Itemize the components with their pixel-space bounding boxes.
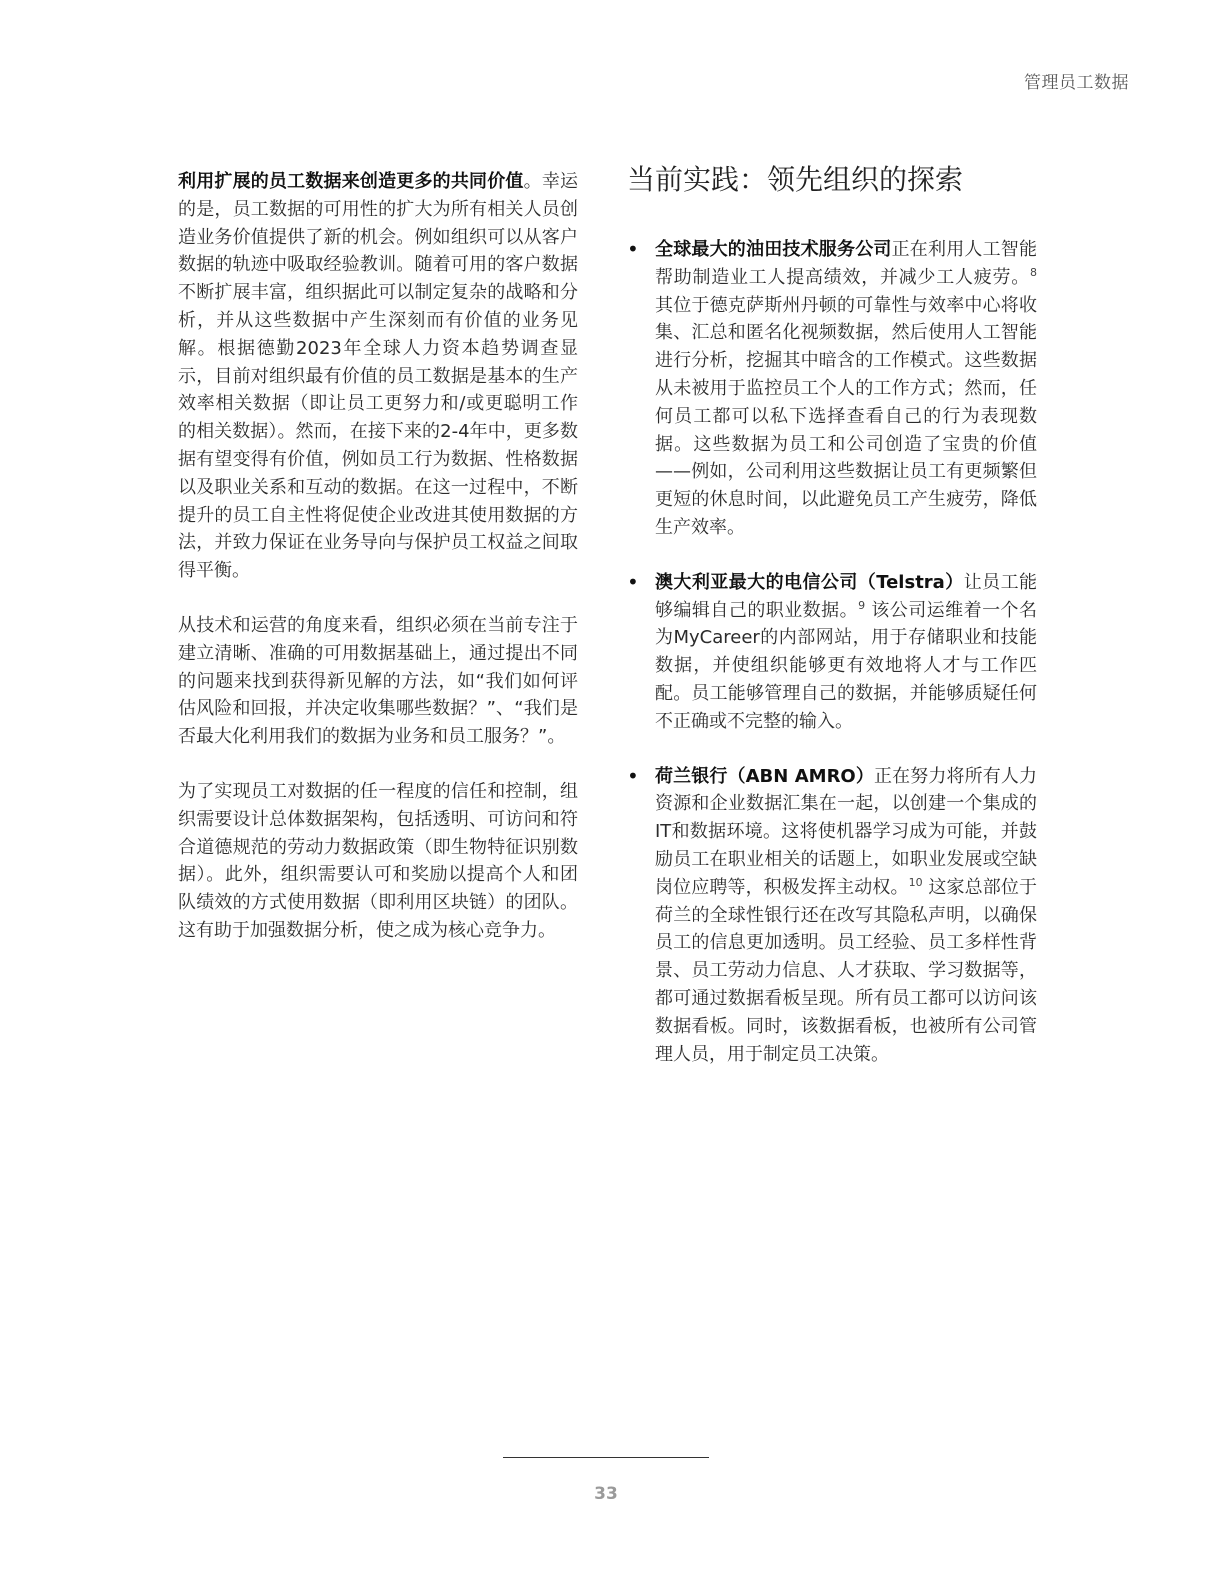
paragraph-body: 。幸运的是，员工数据的可用性的扩大为所有相关人员创造业务价值提供了新的机会。例如组织可以从客户数据的轨迹中吸取经验教训。随着可用的客户数据不断扩展丰富，组织据此可以制定复杂的战略和分析，并从这些数据中产生深刻而有价值的业务见解。根据德勤2023年全球人力资本趋势调查显示，目前对组织最有价值的员工数据是基本的生产效率相关数据（即让员工更努力和/或更聪明工作的相关数据）。然而，在接下来的2-4年中，更多数据有望变得有价值，例如员工行为数据、性格数据以及职业关系和互动的数据。在这一过程中，不断提升的员工自主性将促使企业改进其使用数据的方法，并致力保证在业务导向与保护员工权益之间取得平衡。 [178,171,579,582]
list-item-text: 让员工能够编辑自己的职业数据。 [655,571,1038,621]
list-item-text: 正在利用人工智能帮助制造业工人提高绩效，并减少工人疲劳。 [655,239,1038,288]
list-item-text-cont: 这家总部位于荷兰的全球性银行还在改写其隐私声明，以确保员工的信息更加透明。员工经验、员工多样性背景、员工劳动力信息、人才获取、学习数据等，都可通过数据看板呈现。所有员工都可以访问该数据看板。同时，该数据看板，也被所有公司管理人员，用于制定员工决策。 [655,876,1037,1065]
paragraph-technical-operational: 从技术和运营的角度来看，组织必须在当前专注于建立清晰、准确的可用数据基础上，通过提出不同的问题来找到获得新见解的方法，如“我们如何评估风险和回报，并决定收集哪些数据？”、“我们是否最大化利用我们的数据为业务和员工服务？”。 [178,614,578,748]
list-item-text-cont: 其位于德克萨斯州丹顿的可靠性与效率中心将收集、汇总和匿名化视频数据，然后使用人工智能进行分析，挖掘其中暗含的工作模式。这些数据从未被用于监控员工个人的工作方式；然而，任何员工都可以私下选择查看自己的行为表现数据。这些数据为员工和公司创造了宝贵的价值——例如，公司利用这些数据让员工有更频繁但更短的休息时间，以此避免员工产生疲劳，降低生产效率。 [655,294,1037,538]
list-item-lead-bold: 荷兰银行（ABN AMRO） [655,765,874,787]
left-column [178,168,578,972]
paragraph-trust-control: 为了实现员工对数据的任一程度的信任和控制，组织需要设计总体数据架构，包括透明、可访问和符合道德规范的劳动力数据政策（即生物特征识别数据）。此外，组织需要认可和奖励以提高个人和团队绩效的方式使用数据（即利用区块链）的团队。这有助于加强数据分析，使之成为核心竞争力。 [178,780,578,941]
bullet-icon: • [627,569,639,594]
list-item-text: 正在努力将所有人力资源和企业数据汇集在一起，以创建一个集成的IT和数据环境。这将使机器学习成为可能，并鼓励员工在职业相关的话题上，如职业发展或空缺岗位应聘等，积极发挥主动权。 [655,765,1037,898]
running-header: 管理员工数据 [1024,73,1129,93]
right-column [627,160,1037,1095]
practice-list [627,236,1037,1068]
page-number: 33 [594,1484,618,1504]
bullet-icon: • [627,237,639,261]
footnote-marker: 10 [908,875,923,889]
list-item-abn-amro [627,763,1037,1069]
list-item-lead-bold: 澳大利亚最大的电信公司（Telstra） [655,571,964,593]
section-title: 当前实践：领先组织的探索 [627,163,964,196]
footnote-marker: 8 [1030,265,1037,279]
paragraph-shared-value [178,168,578,585]
list-item-telstra [627,569,1037,736]
paragraph-lead-bold: 利用扩展的员工数据来创造更多的共同价值 [178,171,524,192]
bullet-icon: • [627,763,639,788]
list-item-oilfield [627,236,1037,542]
footnote-marker: 9 [858,598,866,612]
footer-divider [503,1457,709,1458]
list-item-text-cont: 该公司运维着一个名为MyCareer的内部网站，用于存储职业和技能数据，并使组织能够更有效地将人才与工作匹配。员工能够管理自己的数据，并能够质疑任何不正确或不完整的输入。 [655,599,1037,732]
list-item-lead-bold: 全球最大的油田技术服务公司 [655,239,892,260]
